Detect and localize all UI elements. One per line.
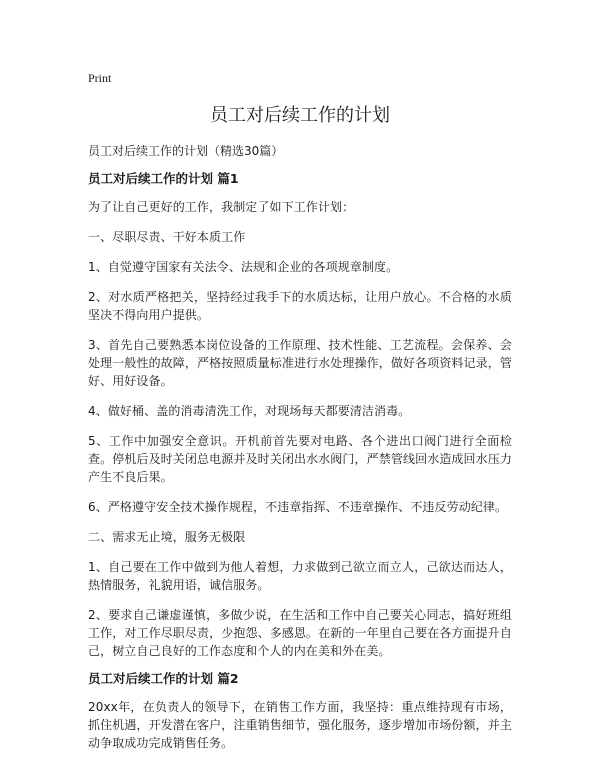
paragraph: 2、要求自己谦虚谨慎，多做少说，在生活和工作中自己要关心同志，搞好班组工作，对工作尽职尽责，少抱怨、多感恩。在新的一年里自己要在各方面提升自己，树立自己良好的工作态度和个人的内在美和外在美。 — [88, 608, 512, 658]
paragraph: 4、做好桶、盖的消毒清洗工作，对现场每天都要清洁消毒。 — [88, 404, 411, 418]
section-heading: 员工对后续工作的计划 篇2 — [88, 671, 239, 686]
document-title: 员工对后续工作的计划 — [210, 105, 390, 126]
document-subtitle: 员工对后续工作的计划（精选30篇） — [88, 144, 284, 158]
section-heading: 员工对后续工作的计划 篇1 — [88, 171, 239, 186]
paragraph: 20xx年，在负责人的领导下，在销售工作方面，我坚持：重点维持现有市场，抓住机遇，开发潜在客户，注重销售细节，强化服务，逐步增加市场份额，并主动争取成功完成销售任务。 — [88, 700, 512, 750]
paragraph: 一、尽职尽责、干好本质工作 — [88, 230, 246, 244]
paragraph: 3、首先自己要熟悉本岗位设备的工作原理、技术性能、工艺流程。会保养、会处理一般性的故障，严格按照质量标准进行水处理操作，做好各项资料记录，管好、用好设备。 — [88, 338, 512, 388]
paragraph: 2、对水质严格把关，坚持经过我手下的水质达标，让用户放心。不合格的水质坚决不得向用户提供。 — [88, 290, 512, 322]
print-label: Print — [88, 71, 112, 85]
paragraph: 5、工作中加强安全意识。开机前首先要对电路、各个进出口阀门进行全面检查。停机后及时关闭总电源并及时关闭出水水阀门，严禁管线回水造成回水压力产生不良后果。 — [88, 434, 512, 484]
paragraph: 为了让自己更好的工作，我制定了如下工作计划： — [88, 200, 355, 214]
paragraph: 1、自觉遵守国家有关法令、法规和企业的各项规章制度。 — [88, 260, 399, 274]
paragraph: 6、严格遵守安全技术操作规程，不违章指挥、不违章操作、不违反劳动纪律。 — [88, 500, 508, 514]
paragraph: 1、自己要在工作中做到为他人着想，力求做到己欲立而立人，己欲达而达人，热情服务，礼貌用语，诚信服务。 — [88, 560, 512, 592]
paragraph: 二、需求无止境，服务无极限 — [88, 530, 246, 544]
